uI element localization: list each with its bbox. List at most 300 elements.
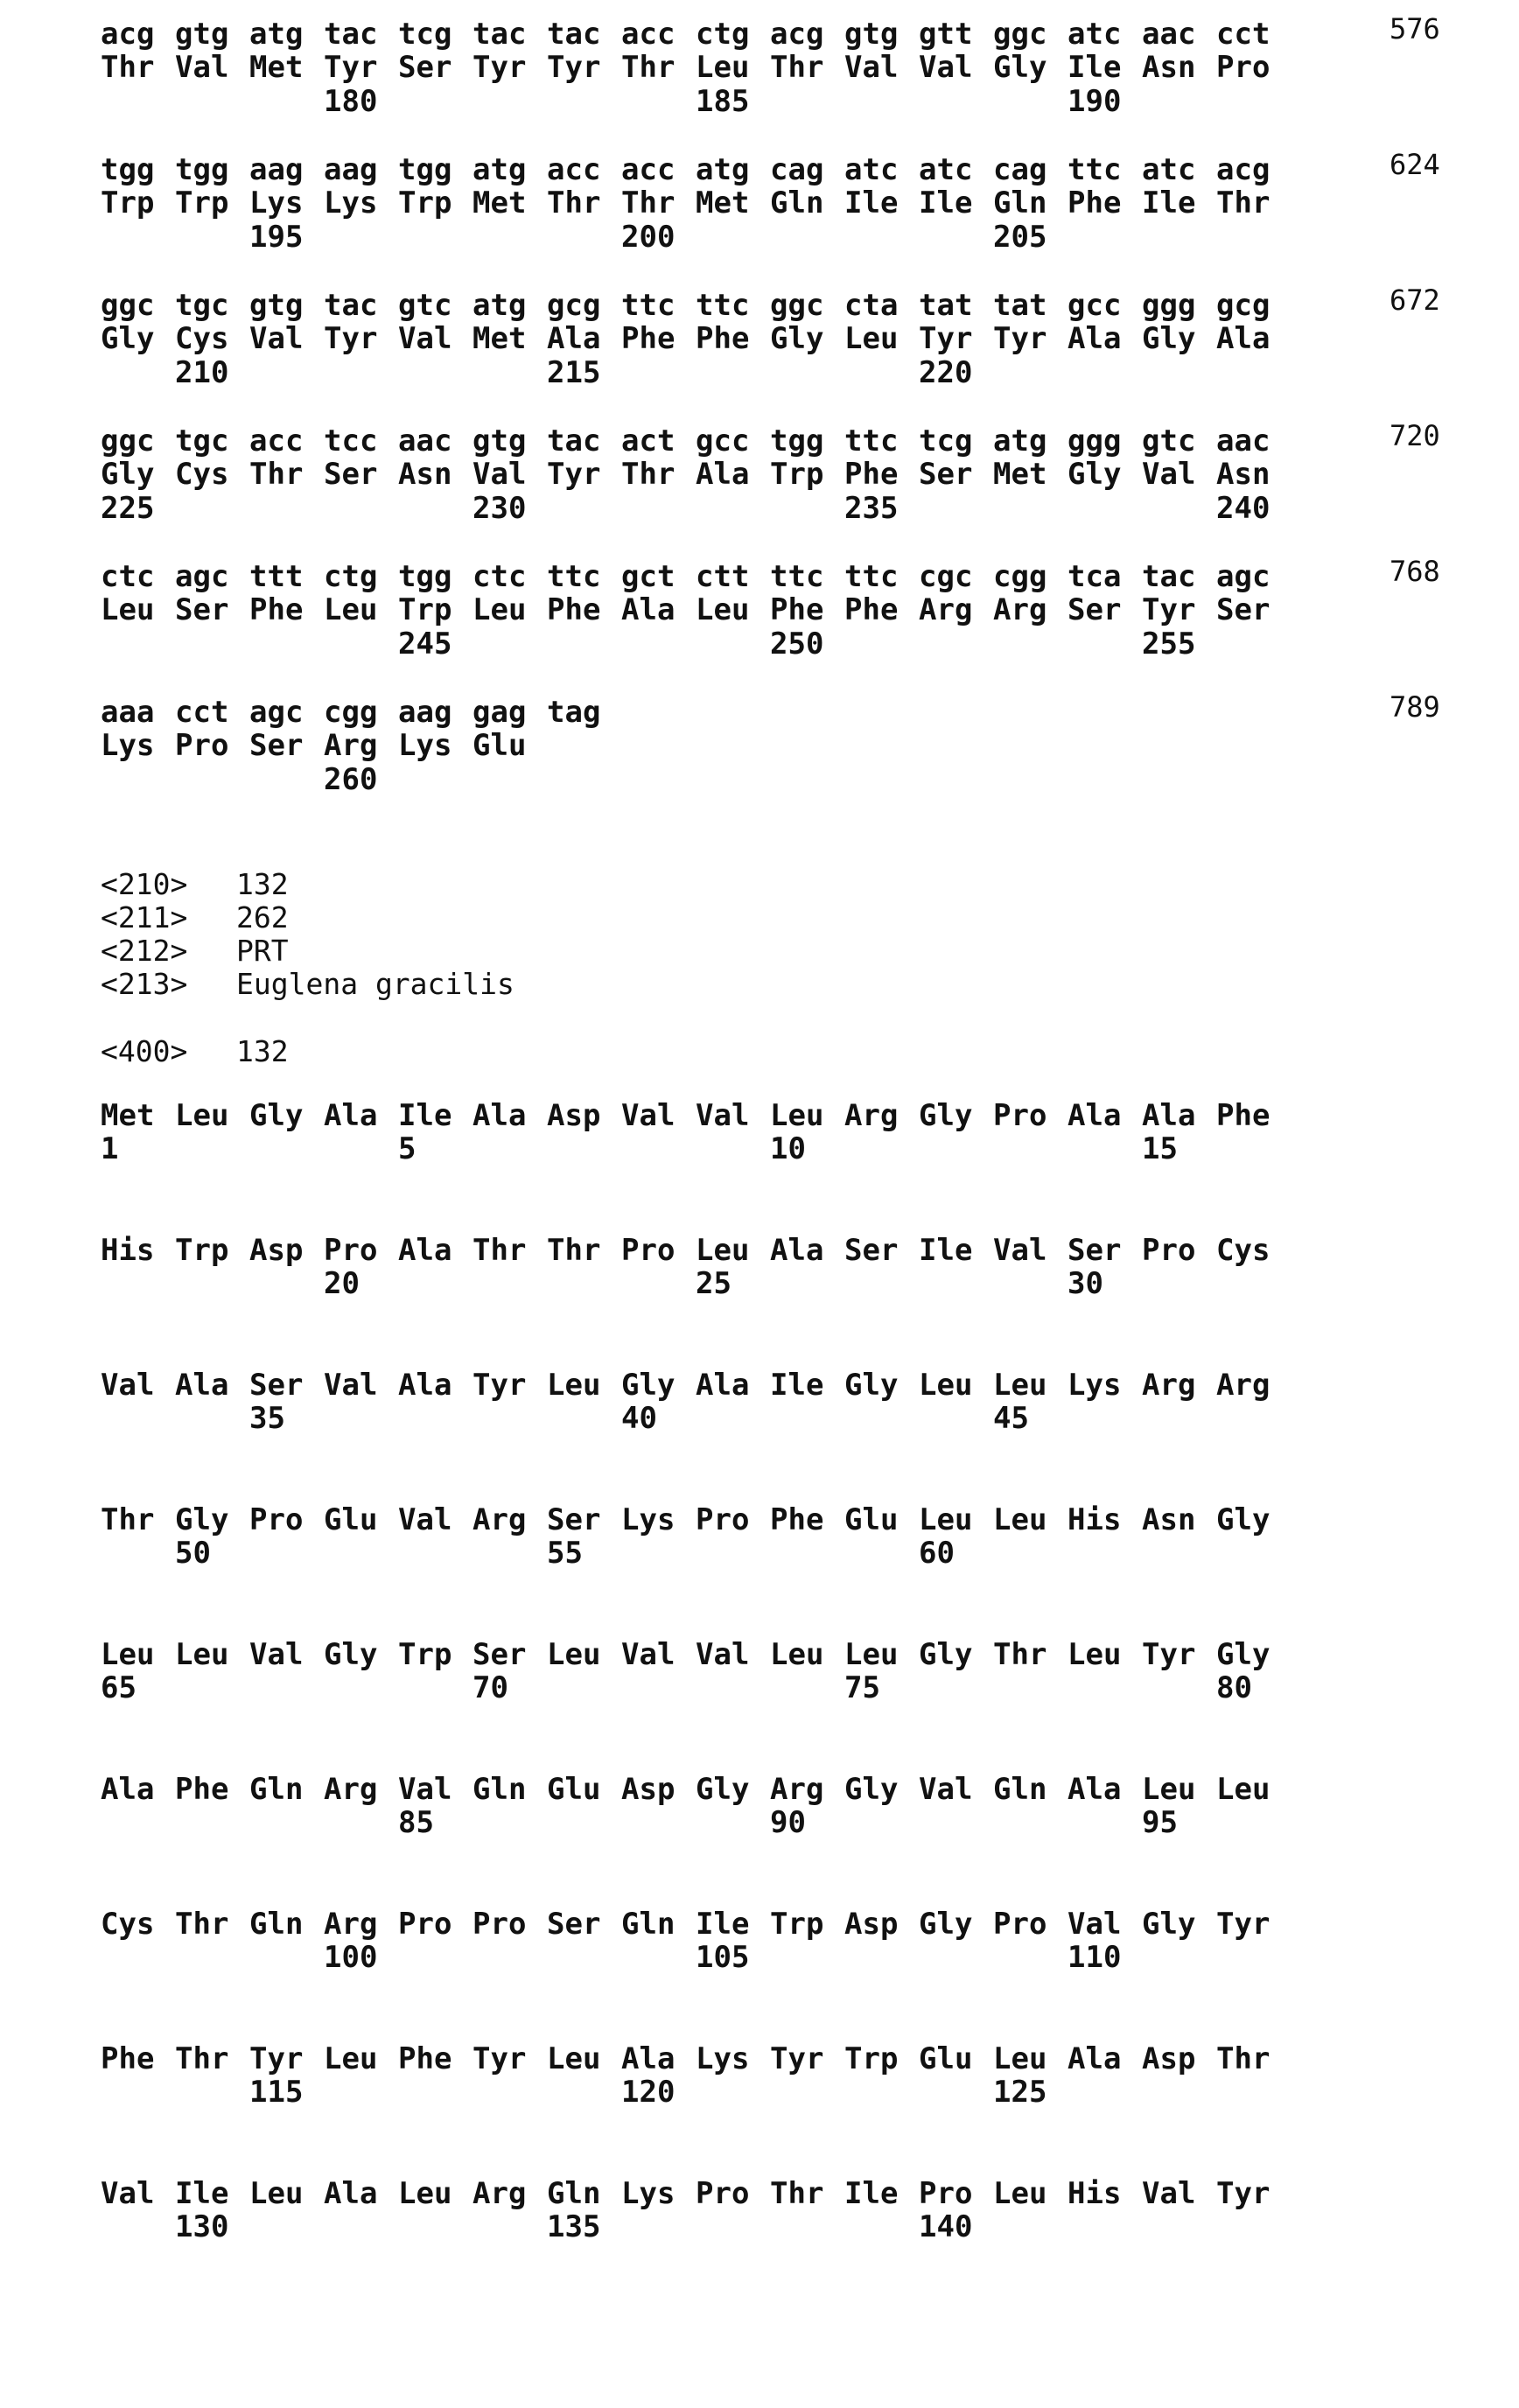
codon-row-cell: atg	[696, 153, 749, 186]
residue-row-cell: Thr	[621, 458, 675, 491]
codon-row-cell: ggc	[993, 18, 1046, 51]
residue-row-cell: Val	[324, 1368, 377, 1402]
codon-row-cell: tca	[1068, 560, 1121, 593]
position-number-row-cell: 120	[621, 2076, 675, 2109]
residue-row-cell: Asp	[1142, 2042, 1195, 2076]
residue-row-cell: Ile	[696, 1908, 749, 1941]
position-number-row-cell: 115	[249, 2076, 303, 2109]
residue-row-cell: Leu	[993, 1368, 1046, 1402]
residue-row-cell: Val	[696, 1638, 749, 1671]
codon-row-cell: aag	[249, 153, 303, 186]
residue-row-cell: Leu	[175, 1638, 228, 1671]
codon-row-cell: acc	[621, 18, 675, 51]
residue-row-cell: Ala	[621, 2042, 675, 2076]
residue-row-cell: Ile	[919, 1234, 972, 1267]
residue-row-cell: Val	[993, 1234, 1046, 1267]
residue-row-cell: Ala	[472, 1099, 526, 1132]
residue-row-cell: Tyr	[1142, 1638, 1195, 1671]
residue-row-cell: Thr	[770, 51, 823, 84]
position-number-row-cell: 75	[844, 1671, 880, 1704]
residue-row-cell: Arg	[919, 593, 972, 626]
residue-row-cell: Leu	[696, 51, 749, 84]
residue-row-cell: Val	[398, 322, 452, 355]
residue-row-cell: Leu	[919, 1503, 972, 1536]
residue-row-cell: Gly	[101, 322, 154, 355]
residue-row-cell: Val	[844, 51, 898, 84]
residue-row-cell: Ser	[175, 593, 228, 626]
residue-row-cell: Gly	[919, 1099, 972, 1132]
position-number-row-cell: 135	[547, 2210, 600, 2244]
position-number-row-cell: 55	[547, 1536, 583, 1570]
residue-row-cell: Val	[1142, 458, 1195, 491]
residue-row-cell: Gly	[324, 1638, 377, 1671]
residue-row-cell: Ile	[175, 2177, 228, 2210]
codon-row-cell: cta	[844, 289, 898, 322]
residue-row-cell: Met	[472, 186, 526, 220]
residue-row-cell: Gly	[1216, 1503, 1270, 1536]
codon-row-cell: cct	[175, 696, 228, 729]
residue-row-cell: Ala	[101, 1773, 154, 1806]
header-value: 132	[236, 867, 289, 901]
residue-row-cell: Arg	[472, 1503, 526, 1536]
residue-row-cell: Leu	[993, 1503, 1046, 1536]
residue-row-cell: Leu	[249, 2177, 303, 2210]
residue-row-cell: Met	[249, 51, 303, 84]
sequence-header-line	[101, 968, 514, 1001]
residue-row-cell: Ile	[844, 186, 898, 220]
codon-row-cell: ggg	[1142, 289, 1195, 322]
codon-row-cell: tcg	[919, 424, 972, 458]
residue-row-cell: Pro	[175, 729, 228, 762]
residue-row-cell: Tyr	[324, 322, 377, 355]
residue-row-cell: Asp	[249, 1234, 303, 1267]
codon-row-cell: aac	[398, 424, 452, 458]
position-number-row-cell: 110	[1068, 1941, 1121, 1974]
residue-row-cell: Ser	[398, 51, 452, 84]
residue-row-cell: Thr	[472, 1234, 526, 1267]
residue-row-cell: Tyr	[547, 51, 600, 84]
residue-row-cell: Gly	[1142, 1908, 1195, 1941]
residue-row-cell: Leu	[1142, 1773, 1195, 1806]
position-number-row-cell: 125	[993, 2076, 1046, 2109]
residue-row-cell: Trp	[398, 186, 452, 220]
residue-row-cell: Ser	[1068, 1234, 1121, 1267]
codon-row-cell: cag	[770, 153, 823, 186]
residue-row-cell: Phe	[1216, 1099, 1270, 1132]
residue-row-cell: Gln	[249, 1908, 303, 1941]
residue-row-cell: Tyr	[770, 2042, 823, 2076]
residue-row-cell: Phe	[770, 1503, 823, 1536]
residue-row-cell: Lys	[621, 1503, 675, 1536]
residue-row-cell: Trp	[770, 458, 823, 491]
position-number-row-cell: 40	[621, 1402, 657, 1435]
residue-row-cell: Tyr	[472, 1368, 526, 1402]
residue-row-cell: Pro	[993, 1099, 1046, 1132]
residue-row-cell: Pro	[621, 1234, 675, 1267]
codon-row-cell: tac	[324, 289, 377, 322]
residue-row-cell: Phe	[175, 1773, 228, 1806]
residue-row-cell: Ala	[1216, 322, 1270, 355]
residue-row-cell: Ala	[324, 1099, 377, 1132]
header-tag: <213>	[101, 968, 236, 1001]
position-number-row-cell: 100	[324, 1941, 377, 1974]
residue-row-cell: Leu	[547, 2042, 600, 2076]
residue-row-cell: Arg	[844, 1099, 898, 1132]
residue-row-cell: Arg	[324, 729, 377, 762]
residue-row-cell: Asp	[844, 1908, 898, 1941]
codon-row-cell: ggc	[101, 289, 154, 322]
residue-row-cell: Val	[472, 458, 526, 491]
codon-row-cell: tac	[1142, 560, 1195, 593]
residue-row-cell: Lys	[696, 2042, 749, 2076]
residue-row-cell: Gly	[993, 51, 1046, 84]
codon-row-cell: gtt	[919, 18, 972, 51]
residue-row-cell: Gly	[175, 1503, 228, 1536]
position-number-row-cell: 215	[547, 356, 600, 389]
residue-row-cell: Thr	[1216, 2042, 1270, 2076]
residue-row-cell: Gln	[249, 1773, 303, 1806]
residue-row-cell: Val	[696, 1099, 749, 1132]
residue-row-cell: Ser	[919, 458, 972, 491]
codon-row-cell: act	[621, 424, 675, 458]
codon-row-cell: ttc	[1068, 153, 1121, 186]
residue-row-cell: Pro	[472, 1908, 526, 1941]
codon-row-cell: tgg	[770, 424, 823, 458]
header-tag: <400>	[101, 1035, 236, 1068]
residue-row-cell: Pro	[696, 1503, 749, 1536]
residue-row-cell: Leu	[844, 1638, 898, 1671]
residue-row-cell: Trp	[770, 1908, 823, 1941]
residue-row-cell: Met	[101, 1099, 154, 1132]
residue-row-cell: Ser	[249, 1368, 303, 1402]
residue-row-cell: Thr	[621, 51, 675, 84]
residue-row-cell: Val	[919, 51, 972, 84]
residue-row-cell: Val	[398, 1773, 452, 1806]
residue-row-cell: Gly	[249, 1099, 303, 1132]
codon-row-cell: atc	[1142, 153, 1195, 186]
residue-row-cell: Leu	[472, 593, 526, 626]
codon-row-cell: ctt	[696, 560, 749, 593]
residue-row-cell: Phe	[249, 593, 303, 626]
position-number-row-cell: 250	[770, 627, 823, 661]
codon-row-cell: ctc	[472, 560, 526, 593]
residue-row-cell: Leu	[324, 593, 377, 626]
codon-row-cell: atc	[919, 153, 972, 186]
residue-row-cell: Ile	[1068, 51, 1121, 84]
residue-row-cell: Tyr	[472, 2042, 526, 2076]
position-number-row-cell: 210	[175, 356, 228, 389]
residue-row-cell: Val	[398, 1503, 452, 1536]
residue-row-cell: Tyr	[1216, 1908, 1270, 1941]
residue-row-cell: Trp	[844, 2042, 898, 2076]
residue-row-cell: Ala	[1068, 1099, 1121, 1132]
codon-row-cell: ctg	[324, 560, 377, 593]
position-number-row-cell: 195	[249, 220, 303, 254]
position-number-row-cell: 65	[101, 1671, 136, 1704]
residue-row-cell: Asp	[621, 1773, 675, 1806]
codon-row-cell: tac	[324, 18, 377, 51]
residue-row-cell: Asp	[547, 1099, 600, 1132]
codon-row-cell: tac	[472, 18, 526, 51]
residue-row-cell: Phe	[770, 593, 823, 626]
codon-row-cell: gct	[621, 560, 675, 593]
residue-row-cell: Thr	[175, 1908, 228, 1941]
codon-row-cell: atg	[993, 424, 1046, 458]
position-number-row-cell: 50	[175, 1536, 211, 1570]
codon-row-cell: aaa	[101, 696, 154, 729]
residue-row-cell: Val	[249, 322, 303, 355]
residue-row-cell: Ala	[398, 1234, 452, 1267]
residue-row-cell: Arg	[770, 1773, 823, 1806]
residue-row-cell: Phe	[696, 322, 749, 355]
residue-row-cell: Leu	[547, 1368, 600, 1402]
residue-row-cell: Thr	[770, 2177, 823, 2210]
codon-row-cell: acg	[770, 18, 823, 51]
residue-row-cell: Leu	[696, 1234, 749, 1267]
codon-row-cell: acc	[547, 153, 600, 186]
residue-row-cell: Leu	[101, 593, 154, 626]
codon-row-cell: ggc	[101, 424, 154, 458]
residue-row-cell: Lys	[1068, 1368, 1121, 1402]
codon-row-cell: tat	[993, 289, 1046, 322]
residue-row-cell: Leu	[844, 322, 898, 355]
residue-row-cell: Ile	[844, 2177, 898, 2210]
codon-row-cell: gtg	[844, 18, 898, 51]
residue-row-cell: Thr	[621, 186, 675, 220]
residue-row-cell: Cys	[1216, 1234, 1270, 1267]
residue-row-cell: Ala	[324, 2177, 377, 2210]
codon-row-cell: aac	[1142, 18, 1195, 51]
codon-row-cell: ctg	[696, 18, 749, 51]
codon-row-cell: atc	[1068, 18, 1121, 51]
codon-row-cell: cgg	[993, 560, 1046, 593]
codon-row-cell: ttc	[844, 560, 898, 593]
codon-row-cell: atg	[472, 153, 526, 186]
position-number-row-cell: 10	[770, 1132, 806, 1166]
residue-row-cell: Leu	[101, 1638, 154, 1671]
residue-row-cell: Pro	[249, 1503, 303, 1536]
position-number-row-cell: 90	[770, 1806, 806, 1839]
residue-row-cell: Ile	[770, 1368, 823, 1402]
residue-row-cell: Arg	[1142, 1368, 1195, 1402]
residue-row-cell: Glu	[919, 2042, 972, 2076]
position-number-row-cell: 70	[472, 1671, 508, 1704]
residue-row-cell: Ser	[844, 1234, 898, 1267]
codon-row-cell: gtc	[1142, 424, 1195, 458]
residue-row-cell: Pro	[696, 2177, 749, 2210]
residue-row-cell: Gln	[472, 1773, 526, 1806]
residue-row-cell: Asn	[1142, 51, 1195, 84]
codon-row-cell: tcg	[398, 18, 452, 51]
position-number-row-cell: 230	[472, 492, 526, 525]
header-value: 262	[236, 900, 289, 934]
residue-row-cell: Tyr	[919, 322, 972, 355]
position-number-row-cell: 140	[919, 2210, 972, 2244]
residue-row-cell: Ala	[1068, 322, 1121, 355]
residue-row-cell: Gly	[1142, 322, 1195, 355]
codon-row-cell: acg	[1216, 153, 1270, 186]
codon-row-cell: ttc	[547, 560, 600, 593]
codon-row-cell: acg	[101, 18, 154, 51]
residue-row-cell: Ser	[249, 729, 303, 762]
position-number-row-cell: 180	[324, 85, 377, 118]
position-number-row-cell: 25	[696, 1267, 732, 1300]
codon-row-cell: tgg	[101, 153, 154, 186]
residue-row-cell: Met	[696, 186, 749, 220]
residue-row-cell: Gly	[1216, 1638, 1270, 1671]
codon-row-cell: aag	[398, 696, 452, 729]
sequence-header-line	[101, 868, 289, 901]
residue-row-cell: Phe	[101, 2042, 154, 2076]
residue-row-cell: Trp	[398, 1638, 452, 1671]
codon-row-cell: gtg	[249, 289, 303, 322]
residue-row-cell: Arg	[472, 2177, 526, 2210]
codon-row-cell: gcc	[1068, 289, 1121, 322]
residue-row-cell: Arg	[324, 1908, 377, 1941]
residue-row-cell: Ala	[175, 1368, 228, 1402]
residue-row-cell: Ala	[1068, 2042, 1121, 2076]
residue-row-cell: Leu	[324, 2042, 377, 2076]
codon-row-cell: atg	[249, 18, 303, 51]
residue-row-cell: Asn	[1142, 1503, 1195, 1536]
residue-row-cell: Ala	[398, 1368, 452, 1402]
header-value: PRT	[236, 934, 289, 968]
codon-row-cell: cgc	[919, 560, 972, 593]
residue-row-cell: Ser	[1068, 593, 1121, 626]
residue-row-cell: Lys	[249, 186, 303, 220]
residue-row-cell: Thr	[993, 1638, 1046, 1671]
codon-row-cell: gcg	[547, 289, 600, 322]
residue-row-cell: Phe	[844, 593, 898, 626]
nucleotide-count: 768	[1390, 555, 1440, 588]
residue-row-cell: Ala	[547, 322, 600, 355]
residue-row-cell: Arg	[1216, 1368, 1270, 1402]
residue-row-cell: Cys	[175, 458, 228, 491]
residue-row-cell: Glu	[547, 1773, 600, 1806]
residue-row-cell: Thr	[1216, 186, 1270, 220]
position-number-row-cell: 35	[249, 1402, 285, 1435]
residue-row-cell: Lys	[621, 2177, 675, 2210]
residue-row-cell: Leu	[696, 593, 749, 626]
residue-row-cell: Gln	[547, 2177, 600, 2210]
codon-row-cell: tgc	[175, 289, 228, 322]
position-number-row-cell: 5	[398, 1132, 416, 1166]
residue-row-cell: Tyr	[993, 322, 1046, 355]
residue-row-cell: Gly	[770, 322, 823, 355]
residue-row-cell: Ala	[1068, 1773, 1121, 1806]
header-tag: <210>	[101, 868, 236, 901]
residue-row-cell: Cys	[101, 1908, 154, 1941]
residue-row-cell: Trp	[175, 1234, 228, 1267]
residue-row-cell: Gln	[993, 186, 1046, 220]
residue-row-cell: Leu	[1216, 1773, 1270, 1806]
residue-row-cell: Thr	[101, 51, 154, 84]
position-number-row-cell: 95	[1142, 1806, 1178, 1839]
position-number-row-cell: 30	[1068, 1267, 1103, 1300]
residue-row-cell: Val	[621, 1638, 675, 1671]
residue-row-cell: Trp	[101, 186, 154, 220]
codon-row-cell: gtc	[398, 289, 452, 322]
residue-row-cell: Asn	[398, 458, 452, 491]
residue-row-cell: Ile	[398, 1099, 452, 1132]
residue-row-cell: Ser	[324, 458, 377, 491]
residue-row-cell: Met	[472, 322, 526, 355]
residue-row-cell: His	[1068, 1503, 1121, 1536]
codon-row-cell: tgc	[175, 424, 228, 458]
codon-row-cell: gag	[472, 696, 526, 729]
sequence-header-line	[101, 901, 289, 934]
residue-row-cell: Glu	[324, 1503, 377, 1536]
position-number-row-cell: 60	[919, 1536, 955, 1570]
sequence-400-line	[101, 1035, 289, 1068]
codon-row-cell: acc	[249, 424, 303, 458]
residue-row-cell: Ile	[919, 186, 972, 220]
codon-row-cell: aac	[1216, 424, 1270, 458]
codon-row-cell: cag	[993, 153, 1046, 186]
position-number-row-cell: 200	[621, 220, 675, 254]
codon-row-cell: gtg	[175, 18, 228, 51]
residue-row-cell: Leu	[770, 1638, 823, 1671]
residue-row-cell: Arg	[324, 1773, 377, 1806]
position-number-row-cell: 240	[1216, 492, 1270, 525]
residue-row-cell: Pro	[1142, 1234, 1195, 1267]
residue-row-cell: Tyr	[472, 51, 526, 84]
residue-row-cell: Val	[1068, 1908, 1121, 1941]
residue-row-cell: Ala	[696, 458, 749, 491]
residue-row-cell: Ala	[696, 1368, 749, 1402]
residue-row-cell: Leu	[770, 1099, 823, 1132]
residue-row-cell: Leu	[1068, 1638, 1121, 1671]
codon-row-cell: ctc	[101, 560, 154, 593]
position-number-row-cell: 45	[993, 1402, 1029, 1435]
position-number-row-cell: 1	[101, 1132, 118, 1166]
residue-row-cell: Leu	[175, 1099, 228, 1132]
codon-row-cell: ggc	[770, 289, 823, 322]
position-number-row-cell: 20	[324, 1267, 360, 1300]
residue-row-cell: Ser	[1216, 593, 1270, 626]
residue-row-cell: Thr	[547, 186, 600, 220]
residue-row-cell: Met	[993, 458, 1046, 491]
residue-row-cell: Asn	[1216, 458, 1270, 491]
residue-row-cell: Gly	[621, 1368, 675, 1402]
residue-row-cell: Tyr	[1216, 2177, 1270, 2210]
codon-row-cell: gcg	[1216, 289, 1270, 322]
codon-row-cell: atg	[472, 289, 526, 322]
codon-row-cell: acc	[621, 153, 675, 186]
codon-row-cell: ttt	[249, 560, 303, 593]
residue-row-cell: Glu	[472, 729, 526, 762]
nucleotide-count: 576	[1390, 12, 1440, 46]
nucleotide-count: 624	[1390, 148, 1440, 181]
position-number-row-cell: 105	[696, 1941, 749, 1974]
position-number-row-cell: 260	[324, 763, 377, 796]
codon-row-cell: tac	[547, 18, 600, 51]
residue-row-cell: Gln	[993, 1773, 1046, 1806]
codon-row-cell: tat	[919, 289, 972, 322]
residue-row-cell: Ala	[770, 1234, 823, 1267]
residue-row-cell: Phe	[844, 458, 898, 491]
position-number-row-cell: 220	[919, 356, 972, 389]
codon-row-cell: aag	[324, 153, 377, 186]
residue-row-cell: Phe	[1068, 186, 1121, 220]
codon-row-cell: ttc	[696, 289, 749, 322]
codon-row-cell: gcc	[696, 424, 749, 458]
residue-row-cell: Pro	[324, 1234, 377, 1267]
residue-row-cell: Val	[175, 51, 228, 84]
residue-row-cell: Gly	[919, 1908, 972, 1941]
residue-row-cell: Lys	[398, 729, 452, 762]
residue-row-cell: Pro	[993, 1908, 1046, 1941]
